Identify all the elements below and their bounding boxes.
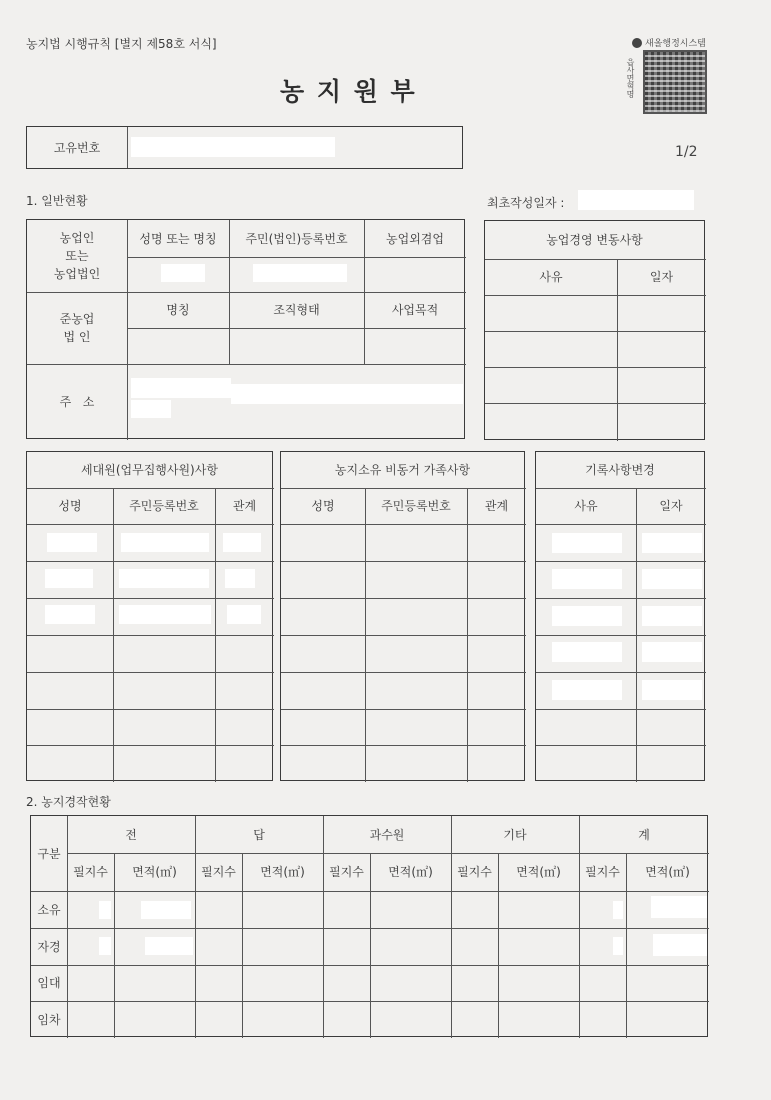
farmer-row-label: 농업인 또는 농업법인 bbox=[53, 231, 101, 281]
non-cohabiting-col-regno: 주민등록번호 bbox=[381, 499, 451, 513]
general-info-table bbox=[26, 219, 465, 439]
page-title: 농 지 원 부 bbox=[280, 77, 417, 106]
qr-code bbox=[643, 50, 707, 114]
farm-changes-col-date: 일자 bbox=[649, 270, 674, 284]
farm-changes-table bbox=[484, 220, 705, 440]
record-changes-table bbox=[535, 451, 705, 781]
row-leased-out: 임대 bbox=[37, 976, 61, 990]
record-changes-col-reason: 사유 bbox=[574, 499, 598, 513]
group-paddy: 답 bbox=[253, 827, 265, 842]
farm-changes-title: 농업경영 변동사항 bbox=[546, 233, 643, 247]
household-col-relation: 관계 bbox=[232, 499, 257, 513]
non-cohabiting-title: 농지소유 비동거 가족사항 bbox=[334, 463, 471, 477]
id-value-redacted bbox=[131, 137, 335, 157]
quasi-row-label: 준농업 법 인 bbox=[59, 312, 95, 344]
cultivation-table bbox=[30, 815, 708, 1037]
regulation-reference: 농지법 시행규칙 [별지 제58호 서식] bbox=[26, 37, 217, 51]
record-changes-title: 기록사항변경 bbox=[585, 463, 655, 477]
total-parcels-header: 필지수 bbox=[585, 865, 620, 879]
section2-title: 2. 농지경작현황 bbox=[26, 795, 111, 809]
total-area-header: 면적(㎡) bbox=[645, 865, 690, 879]
record-changes-redacted bbox=[552, 533, 622, 553]
orchard-area-header: 면적(㎡) bbox=[388, 865, 433, 879]
row-self-cultivated: 자경 bbox=[37, 939, 61, 954]
stamp-label: 새올행정시스템 bbox=[645, 39, 706, 49]
quasi-col-org-type: 조직형태 bbox=[273, 303, 320, 317]
self-cultivated-values-redacted bbox=[99, 937, 111, 955]
quasi-col-purpose: 사업목적 bbox=[391, 303, 439, 317]
first-created-label: 최초작성일자 : bbox=[487, 196, 565, 210]
household-col-name: 성명 bbox=[58, 499, 82, 513]
address-redacted bbox=[231, 384, 463, 404]
household-table bbox=[26, 451, 273, 781]
kc-logo-icon bbox=[632, 38, 642, 48]
row-leased-in: 임차 bbox=[37, 1012, 61, 1027]
row-owned: 소유 bbox=[37, 902, 61, 917]
category-label: 구분 bbox=[37, 846, 61, 861]
first-created-value-redacted bbox=[578, 190, 694, 210]
farmer-name-redacted bbox=[161, 264, 205, 282]
other-parcels-header: 필지수 bbox=[457, 865, 492, 879]
group-field: 전 bbox=[125, 827, 137, 842]
household-col-regno: 주민등록번호 bbox=[129, 499, 199, 513]
owned-values-redacted bbox=[99, 901, 111, 919]
id-box bbox=[26, 126, 463, 169]
page-number: 1/2 bbox=[675, 144, 698, 160]
group-orchard: 과수원 bbox=[369, 827, 405, 842]
paddy-area-header: 면적(㎡) bbox=[260, 865, 305, 879]
group-other: 기타 bbox=[503, 827, 527, 842]
non-cohabiting-col-relation: 관계 bbox=[484, 499, 509, 513]
paddy-parcels-header: 필지수 bbox=[201, 865, 236, 879]
non-cohabiting-table bbox=[280, 451, 525, 781]
field-parcels-header: 필지수 bbox=[73, 865, 108, 879]
farm-changes-col-reason: 사유 bbox=[539, 270, 563, 284]
quasi-col-name: 명칭 bbox=[166, 303, 190, 317]
field-area-header: 면적(㎡) bbox=[132, 865, 177, 879]
other-area-header: 면적(㎡) bbox=[516, 865, 561, 879]
stamp-side-label: 읍사면혁명 bbox=[626, 58, 635, 98]
farmer-col-name: 성명 또는 명칭 bbox=[139, 231, 217, 246]
farmer-col-side-business: 농업외겸업 bbox=[386, 231, 444, 246]
orchard-parcels-header: 필지수 bbox=[329, 865, 364, 879]
section1-title: 1. 일반현황 bbox=[26, 194, 88, 208]
farmer-regno-redacted bbox=[253, 264, 347, 282]
id-label: 고유번호 bbox=[53, 140, 101, 155]
non-cohabiting-col-name: 성명 bbox=[311, 499, 335, 513]
farmer-col-regno: 주민(법인)등록번호 bbox=[245, 231, 348, 246]
address-label: 주 소 bbox=[59, 395, 95, 409]
household-row-redacted bbox=[47, 533, 97, 552]
household-title: 세대원(업무집행사원)사항 bbox=[81, 463, 218, 477]
record-changes-col-date: 일자 bbox=[659, 499, 683, 513]
group-total: 계 bbox=[638, 827, 650, 842]
